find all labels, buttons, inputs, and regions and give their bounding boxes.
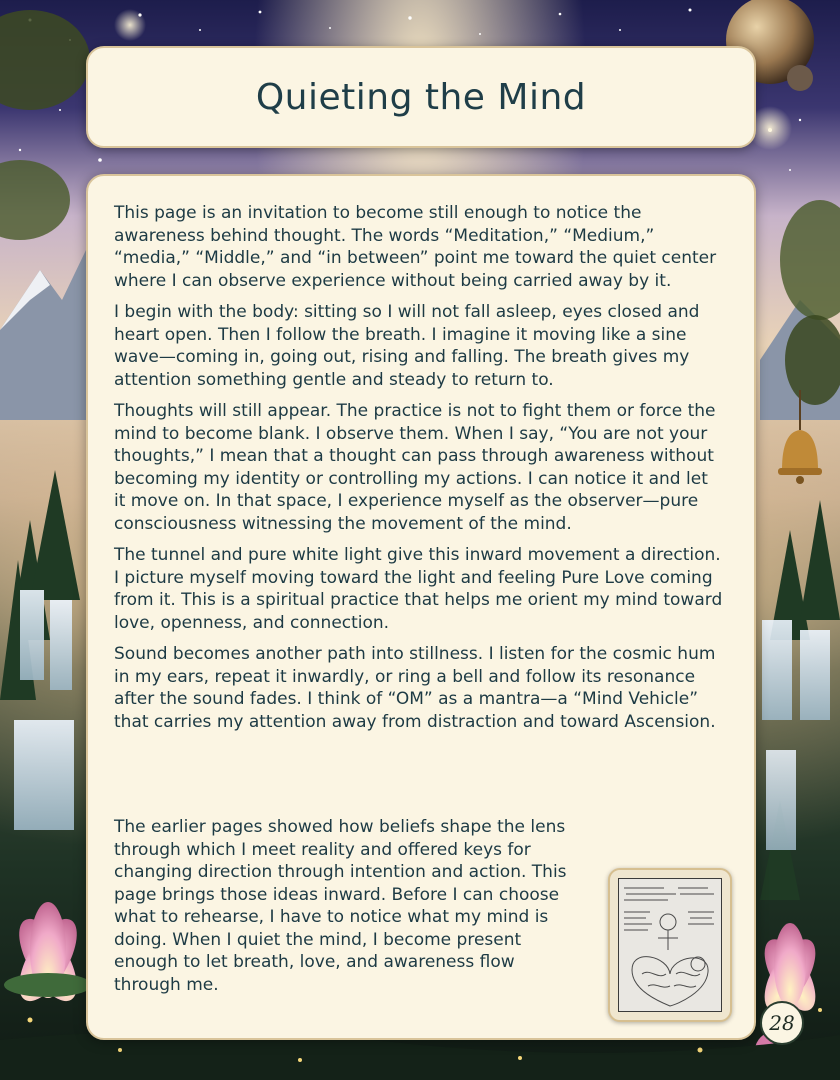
paragraph-meditation-intro: This page is an invitation to become still enough to notice the awareness behind thought. The words “Meditation,” “Medium,” “media,” “Middle,” and “in between” point me toward the quiet center where I can observe experience without being carried away by it. (114, 203, 717, 291)
title-panel (86, 46, 756, 148)
notebook-photo (608, 868, 732, 1022)
closing-paragraph: The earlier pages showed how beliefs shape the lens through which I meet reality and offered keys for changing direction through intention and action. This page brings those ideas inward. Before I can choose what to rehearse, I have to notice what my mind is doing. When I quiet the mind, I become present enough to let breath, love, and awareness flow through me. (114, 817, 567, 995)
notebook-sketch-image (618, 878, 722, 1012)
paragraph-thoughts: Thoughts will still appear. The practice is not to fight them or force the mind to become blank. I observe them. When I say, “You are not your thoughts,” I mean that a thought can pass through awareness without becoming my identity or controlling my actions. I can notice it and let it move on. In that space, I experience myself as the observer—pure consciousness witnessing the movement of the mind. (114, 401, 716, 534)
page-number-badge: 28 (760, 1001, 804, 1045)
paragraph-sound-om: Sound becomes another path into stillness. I listen for the cosmic hum in my ears, repeat it inwardly, or ring a bell and follow its resonance after the sound fades. I think of “OM” as a mantra—a “Mind Vehicle” that carries my attention away from distraction and toward Ascension. (114, 644, 716, 732)
body-text (114, 202, 724, 742)
page-title: Quieting the Mind (255, 76, 587, 118)
content-panel (86, 174, 756, 1040)
lotus-icon (4, 902, 92, 1010)
paragraph-body-breath: I begin with the body: sitting so I will not fall asleep, eyes closed and heart open. Then I follow the breath. I imagine it moving like a sine wave—coming in, going out, rising and falling. The breath gives my attention something gentle and steady to return to. (114, 302, 700, 390)
paragraph-tunnel-light: The tunnel and pure white light give this inward movement a direction. I picture myself moving toward the light and feeling Pure Love coming from it. This is a spiritual practice that helps me orient my mind toward love, openness, and connection. (114, 545, 723, 633)
